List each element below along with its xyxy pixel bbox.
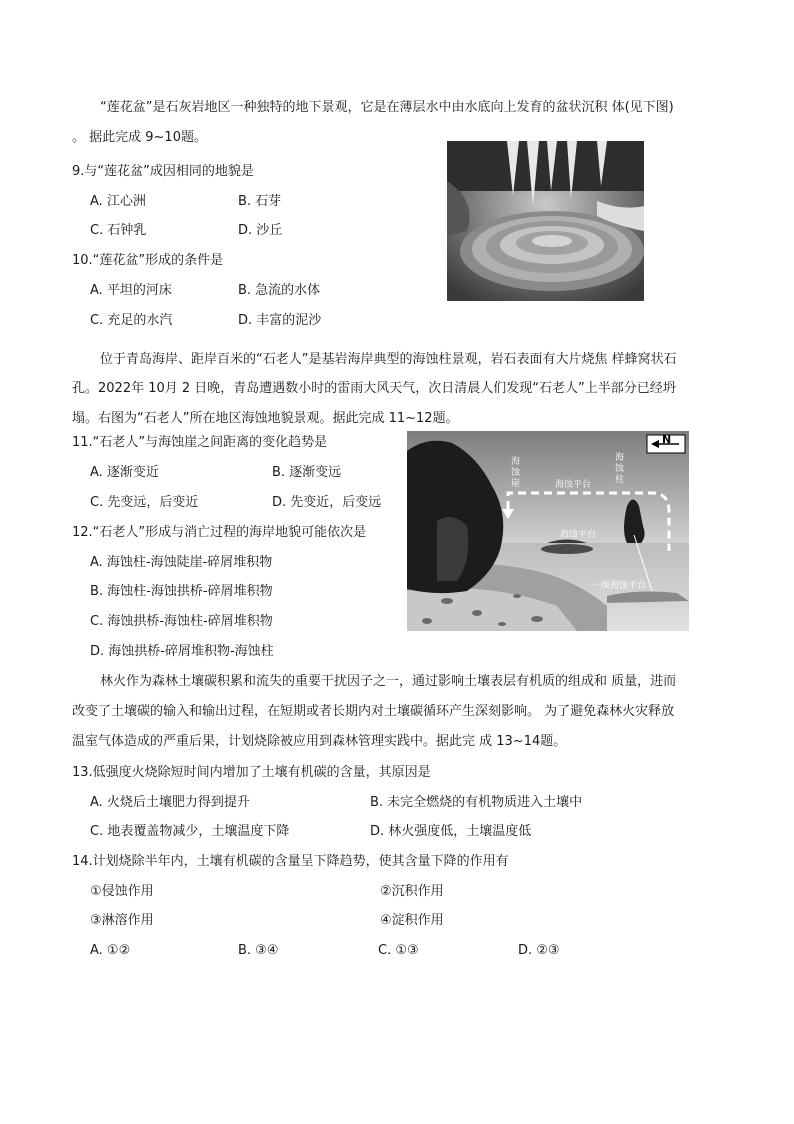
label-sea-cliff: 海蚀崖 xyxy=(511,457,521,489)
q13-option-b[interactable]: B. 未完全燃烧的有机物质进入土壤中 xyxy=(370,795,583,810)
question-11-stem: 11.“石老人”与海蚀崖之间距离的变化趋势是 xyxy=(72,435,328,450)
q14-option-a[interactable]: A. ①② xyxy=(90,943,131,958)
q12-option-c[interactable]: C. 海蚀拱桥-海蚀柱-碎屑堆积物 xyxy=(90,614,273,629)
q10-option-c[interactable]: C. 充足的水汽 xyxy=(90,313,173,328)
q11-option-b[interactable]: B. 逐渐变远 xyxy=(272,465,342,480)
q14-item-4: ④淀积作用 xyxy=(380,913,444,928)
q11-option-c[interactable]: C. 先变远，后变近 xyxy=(90,495,199,510)
question-14-stem: 14.计划烧除半年内，土壤有机碳的含量呈下降趋势，使其含量下降的作用有 xyxy=(72,854,509,869)
q14-item-2: ②沉积作用 xyxy=(380,884,444,899)
q12-option-b[interactable]: B. 海蚀柱-海蚀拱桥-碎屑堆积物 xyxy=(90,584,273,599)
label-wave-cut-platform-first: 一级海蚀平台 xyxy=(592,581,647,591)
intro-paragraph-1-line1: “莲花盆”是石灰岩地区一种独特的地下景观，它是在薄层水中由水底向上发育的盆状沉积 体(见下图) xyxy=(100,100,674,115)
q10-option-d[interactable]: D. 丰富的泥沙 xyxy=(238,313,322,328)
intro-paragraph-3-line1: 林火作为森林土壤碳积累和流失的重要干扰因子之一，通过影响土壤表层有机质的组成和 质量，进而 xyxy=(100,674,677,689)
label-wave-cut-platform-top: 海蚀平台 xyxy=(555,480,592,490)
question-9-stem: 9.与“莲花盆”成因相同的地貌是 xyxy=(72,164,254,179)
intro-paragraph-2-line1: 位于青岛海岸、距岸百米的“石老人”是基岩海岸典型的海蚀柱景观，岩石表面有大片烧焦 样蜂窝状石 xyxy=(100,352,677,367)
q9-option-b[interactable]: B. 石芽 xyxy=(238,194,282,209)
intro-paragraph-1-line2: 。 据此完成 9~10题。 xyxy=(72,130,207,145)
q9-option-c[interactable]: C. 石钟乳 xyxy=(90,223,147,238)
q12-option-d[interactable]: D. 海蚀拱桥-碎屑堆积物-海蚀柱 xyxy=(90,644,274,659)
sea-stack-coast-photo xyxy=(407,431,689,631)
north-arrow-label: N xyxy=(662,433,672,446)
q14-option-b[interactable]: B. ③④ xyxy=(238,943,279,958)
question-13-stem: 13.低强度火烧除短时间内增加了土壤有机碳的含量，其原因是 xyxy=(72,765,431,780)
label-sea-stack: 海蚀柱 xyxy=(615,453,625,485)
q9-option-a[interactable]: A. 江心洲 xyxy=(90,194,146,209)
q11-option-d[interactable]: D. 先变近，后变远 xyxy=(272,495,382,510)
q13-option-a[interactable]: A. 火烧后土壤肥力得到提升 xyxy=(90,795,250,810)
q14-item-3: ③淋溶作用 xyxy=(90,913,154,928)
label-wave-cut-platform-mid: 海蚀平台 xyxy=(560,530,597,540)
q10-option-b[interactable]: B. 急流的水体 xyxy=(238,283,321,298)
q10-option-a[interactable]: A. 平坦的河床 xyxy=(90,283,172,298)
q14-option-d[interactable]: D. ②③ xyxy=(518,943,560,958)
intro-paragraph-3-line3: 温室气体造成的严重后果，计划烧除被应用到森林管理实践中。据此完 成 13~14题。 xyxy=(72,734,567,749)
q13-option-d[interactable]: D. 林火强度低，土壤温度低 xyxy=(370,824,532,839)
question-12-stem: 12.“石老人”形成与消亡过程的海岸地貌可能依次是 xyxy=(72,525,367,540)
intro-paragraph-2-line3: 塌。右图为“石老人”所在地区海蚀地貌景观。据此完成 11~12题。 xyxy=(72,411,459,426)
q11-option-a[interactable]: A. 逐渐变近 xyxy=(90,465,159,480)
intro-paragraph-2-line2: 孔。2022年 10月 2 日晚，青岛遭遇数小时的雷雨大风天气，次日清晨人们发现“石老人”上半部分已经坍 xyxy=(72,381,676,396)
q9-option-d[interactable]: D. 沙丘 xyxy=(238,223,283,238)
q14-option-c[interactable]: C. ①③ xyxy=(378,943,419,958)
q13-option-c[interactable]: C. 地表覆盖物减少，土壤温度下降 xyxy=(90,824,290,839)
q12-option-a[interactable]: A. 海蚀柱-海蚀陡崖-碎屑堆积物 xyxy=(90,555,273,570)
question-10-stem: 10.“莲花盆”形成的条件是 xyxy=(72,253,224,268)
q14-item-1: ①侵蚀作用 xyxy=(90,884,154,899)
intro-paragraph-3-line2: 改变了土壤碳的输入和输出过程，在短期或者长期内对土壤碳循环产生深刻影响。 为了避免森林火灾释放 xyxy=(72,704,675,719)
lotus-basin-cave-photo xyxy=(447,141,644,301)
